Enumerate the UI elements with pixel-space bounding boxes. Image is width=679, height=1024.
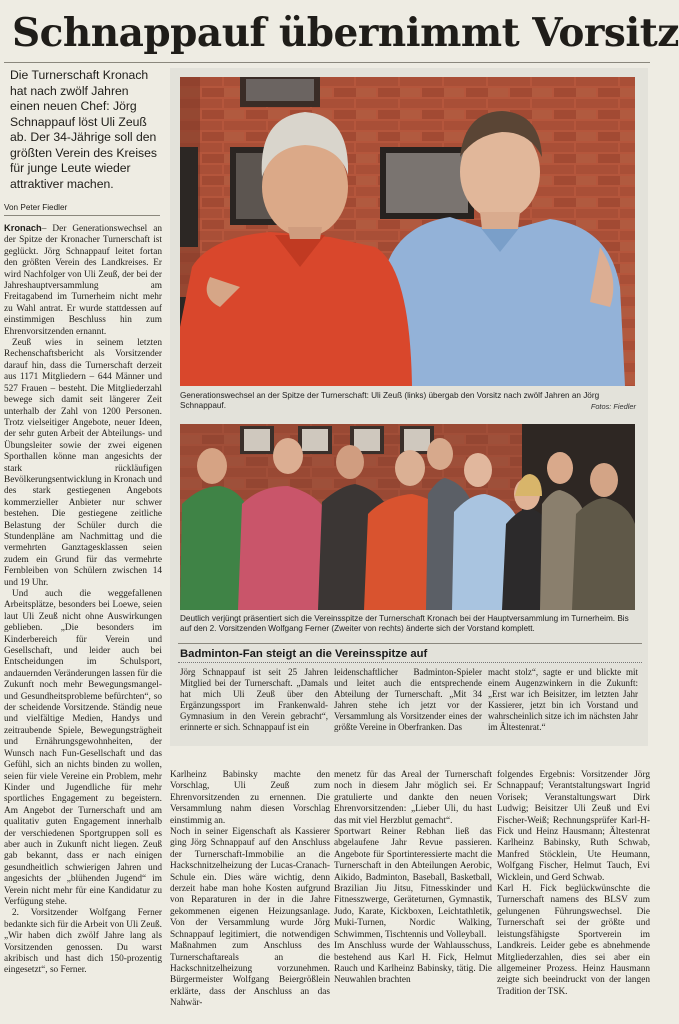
photo1-caption: Generationswechsel an der Spitze der Turnerschaft: Uli Zeuß (links) übergab den Vorsitz nach zwölf Jahren an Jörg Schnappauf.	[180, 391, 600, 411]
kicker: Kronach	[4, 223, 42, 233]
photo-group-image	[180, 424, 635, 610]
box-column-1: Jörg Schnappauf ist seit 25 Jahren Mitglied bei der Turnerschaft. „Damals hat mich Uli Zeuß über den Ergänzungssport im Frankenwald-Gymnasium in den Verein gebracht“, erinnerte er sich. Schnappauf ist ein	[180, 667, 328, 732]
intro-text: Die Turnerschaft Kronach hat nach zwölf Jahren einen neuen Chef: Jörg Schnappauf löst Uli Zeuß ab. Der 34-Jährige soll den größten Verein des Kreises für junge Leute wieder attraktiver machen.	[10, 68, 158, 191]
photo-group	[180, 424, 635, 610]
box-column-2: leidenschaftlicher Badminton-Spieler und leitet auch die entsprechende Abteilung der Turnerschaft. „Mit 34 Jahren stehe ich jetzt vor der Versammlung als Vorsitzender eines der größte Vereine in Oberfranken. Das	[334, 667, 482, 732]
left-column	[4, 223, 162, 976]
byline: Von Peter Fiedler	[4, 203, 68, 212]
bottom-column-3: folgendes Ergebnis: Vorsitzender Jörg Schnappauf; Verantstaltungswart Ingrid Vorisek; Veranstaltungswart Dirk Ludwig; Beisitzer Uli Zeuß und Evi Fischer-Weiß; Rechnungsprüfer Karl-H- Fick und Heinz Hausmann; Ältestenrat Karlheinz Babinsky, Ruth Schwab, Manfred Stöcklein, Ute Heumann, Wolfgang Fischer, Helmut Tauch, Evi Wicklein, und Gerd Schwab. Karl H. Fick beglückwünschte die Turnerschaft namens des BLSV zum gelungenen Führungswechsel. Die Turnerschaft sei der größte und leistungsfähigste Sportverein im Landkreis. Leider gebe es abnehmende Mitgliederzahlen, dies sei aber ein allgemeiner Prozess. Heinz Hausmann zeigte sich beeindruckt von der langen Tradition der TSK.	[497, 770, 650, 997]
byline-rule	[4, 215, 160, 216]
box-column-3: macht stolz“, sagte er und blickte mit einem Augenzwinkern in die Zukunft: „Erst war ich Beisitzer, im letzten Jahr Kassierer, jetzt bin ich Vorstand und wahrscheinlich sitze ich im nächsten Jahr im Ältestenrat.“	[488, 667, 638, 732]
headline-rule	[4, 62, 650, 63]
paragraph-2: Zeuß wies in seinem letzten Rechenschaftsbericht als Vorsitzender darauf hin, dass die Turnerschaft derzeit aus 1171 Mitgliedern – 644 Männer und 527 Frauen – besteht. Die Mitgliederzahl bewege sich damit seit längerer Zeit unterhalb der Zahl von 1200 Personen. Trotz vielseitiger Angebote, neuer Ideen, der sehr guten Arbeit der Abteilungs- und Übungsleiter sowie der zwei eigenen Sporthallen könne man angesichts der stark rückläufigen Bevölkerungsentwicklung in Kronach und des stark gestiegenen Angebots kommerzieller Anbieter nur schwer bestehen. Die gestiegene zeitliche Belastung der Schüler durch die Stundenpläne am Nachmittag und die vermehrten Ganztagesklassen seien zudem ein Grund für das vermehrte Fernbleiben von Schülern zwischen 14 und 19 Uhr.	[4, 338, 162, 588]
photo-portrait-image	[180, 77, 635, 386]
paragraph-4: 2. Vorsitzender Wolfgang Ferner bedankte sich für die Arbeit von Uli Zeuß. „Wir haben dich zwölf Jahre lang als Vorsitzenden genossen. Du warst akribisch und hast dich 150-prozentig eingesetzt“, so Ferner.	[4, 908, 162, 976]
headline: Schnappauf übernimmt Vorsitz	[12, 10, 679, 56]
subhead-rule	[178, 662, 642, 663]
subhead: Badminton-Fan steigt an die Vereinsspitze auf	[180, 648, 428, 660]
subhead-rule-top	[178, 643, 642, 644]
bottom-column-2: menetz für das Areal der Turnerschaft noch in diesem Jahr möglich sei. Er gratulierte und dankte den neuen Ehrenvorsitzenden: „Lieber Uli, du hast das mit viel Herzblut gemacht“. Sportwart Reiner Rebhan ließ das abgelaufene Jahr Revue passieren. Angebote für Sportinteressierte macht die Turnerschaft in den Abteilungen Aerobic, Aikido, Badminton, Baseball, Basketball, Brazilian Jiu Jitsu, Fitnesskinder und Fitnesszwerge, Geräteturnen, Gymnastik, Judo, Karate, Kickboxen, Leichtathletik, Muki-Turnen, Nordic Walking, Schwimmen, Tischtennis und Volleyball. Im Anschluss wurde der Wahlausschuss, bestehend aus Karl H. Fick, Helmut Rauch und Karlheinz Babinsky, tätig. Die Neuwahlen brachten	[334, 770, 492, 986]
paragraph-1: – Der Generationswechsel an der Spitze der Kronacher Turnerschaft ist geglückt. Jörg Schnappauf leitet fortan den größten Verein des Landkreises. Er wird Nachfolger von Uli Zeuß, der bei der Jahreshauptversammlung am Freitagabend im Turnerheim nicht mehr zu Wahl antrat. Er wurde stattdessen auf einstimmigen Beschluss hin zum Ehrenvorsitzenden ernannt.	[4, 224, 162, 337]
photo-credit: Fotos: Fiedler	[590, 402, 636, 411]
photo-portrait	[180, 77, 635, 386]
paragraph-3: Und auch die weggefallenen Arbeitsplätze, besonders bei Loewe, seien laut Uli Zeuß nicht ohne Auswirkungen geblieben. „Die besonders im Kinderbereich für Verein und Gesellschaft, und leider auch bei Entscheidungen im Schulsport, andauernden Veränderungen lassen für die Zukunft noch mehr Bewegungsmangel- und Gesundheitsprobleme befürchten“, so der scheidende Vorsitzende. Ständig neue und vielfältige Medien, Handys und zeitraubende Spiele, Bewegungsträgheit und Ernährungsgewohnheiten, der Wunsch nach Fun-Gesellschaft und das Gefühl, sich an nichts binden zu wollen, seien für viele Vereine ein Problem, mehr Kinder und Jugendliche für mehr sportliches Engagement zu begeistern. Am Angebot der Turnerschaft und am qualitativ guten Engagement innerhalb der verschiedenen Sportgruppen soll es aber auch in Zukunft nicht liegen. Zeuß gab bekannt, dass er nach einigen gesundheitlich schwierigen Jahren und angesichts der „blühenden Jugend“ im Verein nicht mehr für eine Kandidatur zu Verfügung stehe.	[4, 589, 162, 907]
photo2-caption: Deutlich verjüngt präsentiert sich die Vereinsspitze der Turnerschaft Kronach bei der Hauptversammlung im Turnerheim. Bis auf den 2. Vorsitzenden Wolfgang Ferner (Zweiter von rechts) änderte sich der Vorstand komplett.	[180, 614, 629, 634]
bottom-column-1: Karlheinz Babinsky machte den Vorschlag, Uli Zeuß zum Ehrenvorsitzenden zu ernennen. Die Versammlung nahm diesen Vorschlag einstimmig an. Noch in seiner Eigenschaft als Kassierer ging Jörg Schnappauf auf den Anschluss der Turnerschaft-Immobilie an die Hackschnitzelheizung der Lucas-Cranach-Schule ein. Dies wäre wichtig, denn derzeit habe man hohe Kosten aufgrund von Reparaturen in der in die Jahre gekommenen eigenen Heizungsanlage. Von der Versammlung wurde Jörg Schnappauf legitimiert, die notwendigen Maßnahmen zum Anschluss des Turnerschaftareals an die Hackschnitzelheizung vorzunehmen. Bürgermeister Wolfgang Beiergrößlein erklärte, dass der Anschluss an das Nahwär-	[170, 770, 330, 1009]
